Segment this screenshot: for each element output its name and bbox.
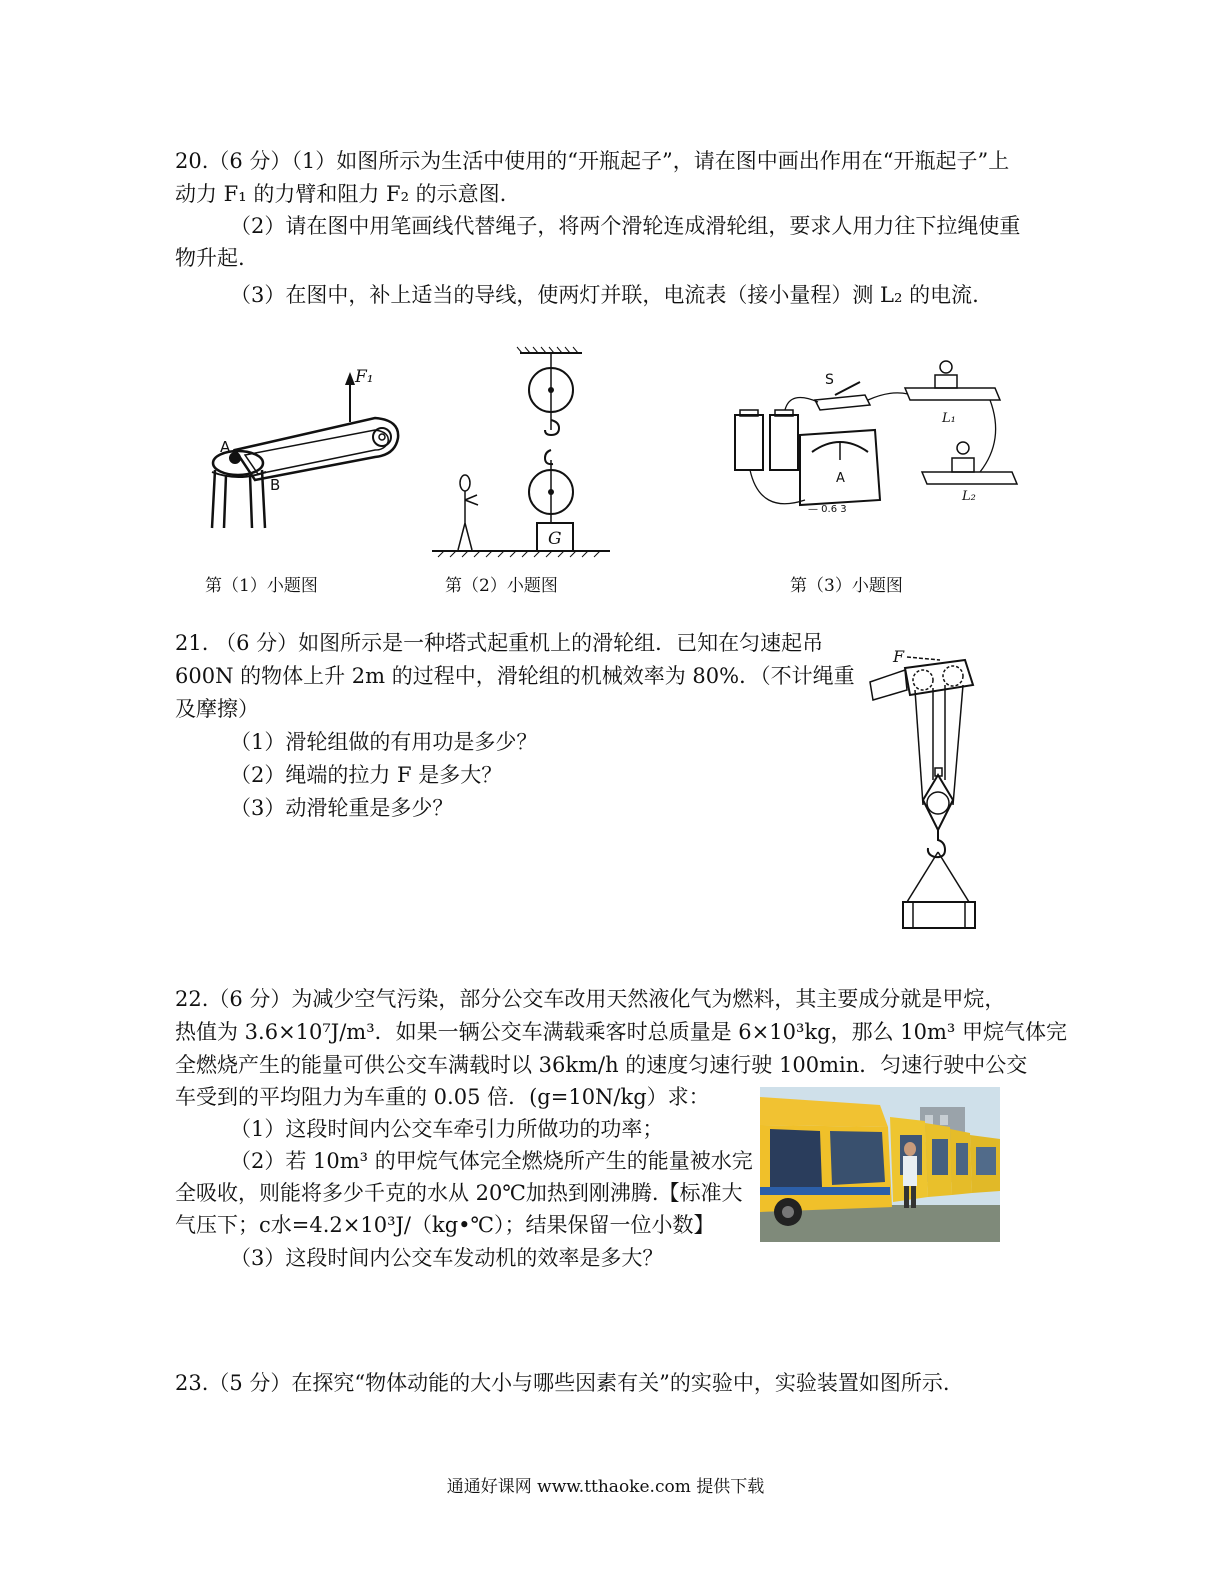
- point-a-label: A: [220, 438, 231, 456]
- q22-sub1: （1）这段时间内公交车牵引力所做功的功率；: [230, 1117, 664, 1141]
- q22-line3: 全燃烧产生的能量可供公交车满载时以 36km/h 的速度匀速行驶 100min．匀速行驶中公交: [175, 1053, 1028, 1077]
- point-b-label: B: [270, 476, 281, 494]
- q22-line2: 热值为 3.6×10⁷J/m³．如果一辆公交车满载乘客时总质量是 6×10³kg，那么 10m³ 甲烷气体完: [175, 1020, 1067, 1044]
- q20-line5: （3）在图中，补上适当的导线，使两灯并联，电流表（接小量程）测 L₂ 的电流.: [230, 283, 979, 307]
- q21-line2: 600N 的物体上升 2m 的过程中，滑轮组的机械效率为 80%．（不计绳重: [175, 664, 855, 688]
- q21-sub2: （2）绳端的拉力 F 是多大？: [230, 763, 503, 787]
- q20-line2: 动力 F₁ 的力臂和阻力 F₂ 的示意图.: [175, 182, 507, 206]
- q20-line1: 20.（6 分）（1）如图所示为生活中使用的“开瓶起子”，请在图中画出作用在“开瓶起子”上: [175, 149, 1010, 173]
- ammeter-terminals: — 0.6 3: [808, 504, 847, 515]
- q23-line1: 23.（5 分）在探究“物体动能的大小与哪些因素有关”的实验中，实验装置如图所示.: [175, 1371, 950, 1395]
- crane-f-label: F: [893, 647, 905, 666]
- bus-photo: [760, 1087, 1000, 1242]
- q22-sub2-line3: 气压下；c水=4.2×10³J/（kg•℃）；结果保留一位小数】: [175, 1213, 715, 1237]
- fig3-caption: 第（3）小题图: [790, 576, 903, 596]
- q22-line4: 车受到的平均阻力为车重的 0.05 倍．(g=10N/kg）求：: [175, 1085, 710, 1109]
- circuit-figure: [730, 360, 1030, 525]
- fig2-caption: 第（2）小题图: [445, 576, 558, 596]
- q22-sub3: （3）这段时间内公交车发动机的效率是多大？: [230, 1246, 664, 1270]
- page-footer: 通通好课网 www.tthaoke.com 提供下载: [446, 1477, 765, 1497]
- q21-sub1: （1）滑轮组做的有用功是多少？: [230, 730, 538, 754]
- lamp2-label: L₂: [962, 489, 976, 504]
- bottle-opener-figure: [200, 360, 410, 535]
- q20-line3: （2）请在图中用笔画线代替绳子，将两个滑轮连成滑轮组，要求人用力往下拉绳使重: [230, 214, 1021, 238]
- weight-label: G: [548, 529, 562, 549]
- q22-sub2-line1: （2）若 10m³ 的甲烷气体完全燃烧所产生的能量被水完: [230, 1149, 753, 1173]
- crane-pulley-figure: [865, 640, 1010, 935]
- ammeter-label: A: [836, 471, 845, 486]
- lamp1-label: L₁: [942, 411, 956, 426]
- q22-line1: 22.（6 分）为减少空气污染，部分公交车改用天然液化气为燃料，其主要成分就是甲烷，: [175, 987, 1006, 1011]
- f1-label: F₁: [355, 367, 374, 387]
- q22-sub2-line2: 全吸收，则能将多少千克的水从 20℃加热到刚沸腾.【标准大: [175, 1181, 743, 1205]
- q21-line3: 及摩擦）: [175, 697, 259, 721]
- q21-line1: 21. （6 分）如图所示是一种塔式起重机上的滑轮组．已知在匀速起吊: [175, 631, 824, 655]
- switch-label: S: [825, 372, 834, 388]
- fig1-caption: 第（1）小题图: [205, 576, 318, 596]
- q21-sub3: （3）动滑轮重是多少？: [230, 796, 454, 820]
- q20-line4: 物升起.: [175, 246, 245, 270]
- pulley-figure: [430, 345, 615, 560]
